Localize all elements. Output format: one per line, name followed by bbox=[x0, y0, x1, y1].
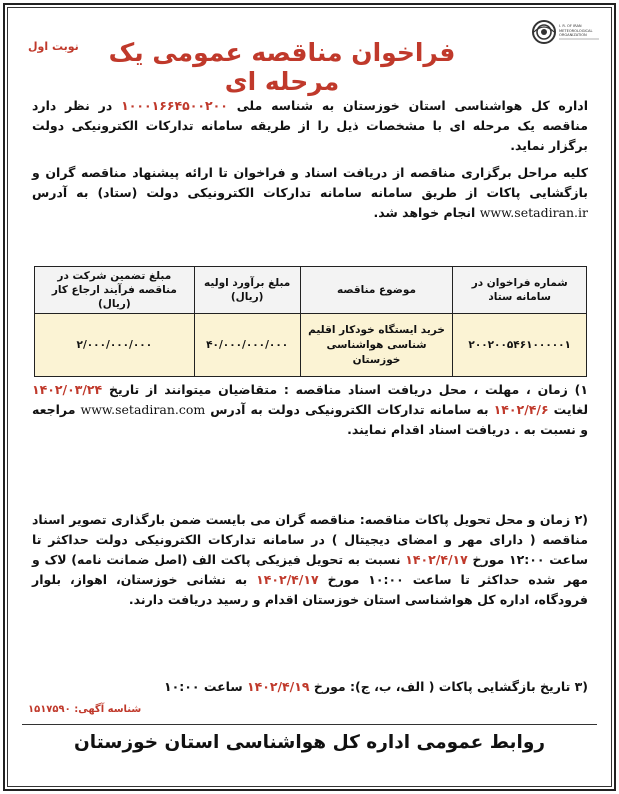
header-estimate: مبلغ برآورد اولیه (ریال) bbox=[194, 267, 300, 314]
section-3-text-a: (۳ تاریخ بازگشایی پاکات ( الف، ب، ج): مورخ bbox=[313, 679, 588, 694]
header-guarantee: مبلغ تضمین شرکت در مناقصه فرآیند ارجاع کار (ریال) bbox=[35, 267, 195, 314]
cell-guarantee: ۲/۰۰۰/۰۰۰/۰۰۰ bbox=[35, 314, 195, 377]
cell-call-number: ۲۰۰۲۰۰۵۴۶۱۰۰۰۰۰۱ bbox=[453, 314, 587, 377]
cell-subject: خرید ایستگاه خودکار اقلیم شناسی هواشناسی خوزستان bbox=[300, 314, 453, 377]
section-1-text-c: به سامانه تدارکات الکترونیکی دولت به آدرس bbox=[210, 402, 489, 417]
section-1-text-d: مراجعه و نسبت به . دریافت اسناد اقدام نمایند. bbox=[32, 402, 588, 437]
notice-title: فراخوان مناقصه عمومی یک مرحله ای bbox=[108, 38, 456, 96]
intro-text-2b: انجام خواهد شد. bbox=[373, 205, 476, 220]
footer-divider bbox=[22, 724, 597, 725]
section-1-start-date: ۱۴۰۲/۰۳/۲۴ bbox=[32, 382, 103, 397]
cell-estimate: ۴۰/۰۰۰/۰۰۰/۰۰۰ bbox=[194, 314, 300, 377]
notice-round-badge: نوبت اول bbox=[28, 40, 79, 53]
section-2-text-c: به نشانی خوزستان، اهواز، بلوار فرودگاه، اداره کل هواشناسی استان خوزستان اقدام و رسید دریافت دارند. bbox=[32, 572, 588, 607]
tender-table bbox=[34, 266, 587, 377]
logo-caption: I. R. OF IRAN METEOROLOGICAL ORGANIZATION bbox=[559, 24, 593, 38]
intro-text-2: کلیه مراحل برگزاری مناقصه از دریافت اسناد و فراخوان تا ارائه پیشنهاد مناقصه گران و بازگشایی پاکات از طریق سامانه سامانه تدارکات الکترونیکی دولت (ستاد) به آدرس bbox=[32, 165, 588, 200]
intro-paragraph-2 bbox=[32, 163, 588, 223]
national-id: ۱۰۰۰۱۶۶۴۵۰۰۲۰۰ bbox=[121, 98, 228, 113]
setadiran-link[interactable]: www.setadiran.ir bbox=[479, 205, 588, 220]
section-3-opening-date: ۱۴۰۲/۴/۱۹ bbox=[246, 679, 310, 694]
intro-paragraph-1 bbox=[32, 96, 588, 156]
section-1-text-b: لغایت bbox=[553, 402, 589, 417]
table-row bbox=[35, 314, 587, 377]
section-2-delivery-date: ۱۴۰۲/۴/۱۷ bbox=[256, 572, 319, 587]
table-header-row bbox=[35, 267, 587, 314]
section-3-text-b: ساعت ۱۰:۰۰ bbox=[163, 679, 243, 694]
section-2-text-b: نسبت به تحویل فیزیکی پاکت الف (اصل ضمانت نامه) لاک و مهر شده حداکثر تا ساعت ۱۰:۰۰ مورخ bbox=[32, 552, 588, 587]
section-2-text-a: (۲ زمان و محل تحویل پاکات مناقصه: مناقصه گران می بایست ضمن بارگذاری تصویر اسناد مناقصه ( دارای مهر و امضای دیجیتال ) در سامانه تدارکات الکترونیکی دولت حداکثر تا ساعت ۱۲:۰۰ مورخ bbox=[32, 512, 589, 567]
header-call-number: شماره فراخوان در سامانه ستاد bbox=[453, 267, 587, 314]
section-1-end-date: ۱۴۰۲/۴/۶ bbox=[493, 402, 549, 417]
section-1-text-a: ۱) زمان ، مهلت ، محل دریافت اسناد مناقصه : متقاضیان میتوانند از تاریخ bbox=[108, 382, 588, 397]
intro-text-1b: در نظر دارد مناقصه یک مرحله ای با مشخصات ذیل را از طریقه سامانه تدارکات الکترونیکی دولت برگزار نماید. bbox=[32, 98, 588, 153]
ad-number: شناسه آگهی: ۱۵۱۷۵۹۰ bbox=[28, 704, 142, 715]
section-3 bbox=[32, 677, 588, 697]
meteorological-organization-logo bbox=[531, 18, 601, 76]
section-1 bbox=[32, 380, 588, 440]
setadiran-com-link[interactable]: www.setadiran.com bbox=[80, 402, 206, 417]
intro-text-1: اداره کل هواشناسی استان خوزستان به شناسه ملی bbox=[236, 98, 588, 113]
footer-public-relations: روابط عمومی اداره کل هواشناسی استان خوزستان bbox=[74, 732, 545, 753]
section-2 bbox=[32, 510, 588, 610]
section-2-upload-date: ۱۴۰۲/۴/۱۷ bbox=[405, 552, 468, 567]
header-subject: موضوع مناقصه bbox=[300, 267, 453, 314]
